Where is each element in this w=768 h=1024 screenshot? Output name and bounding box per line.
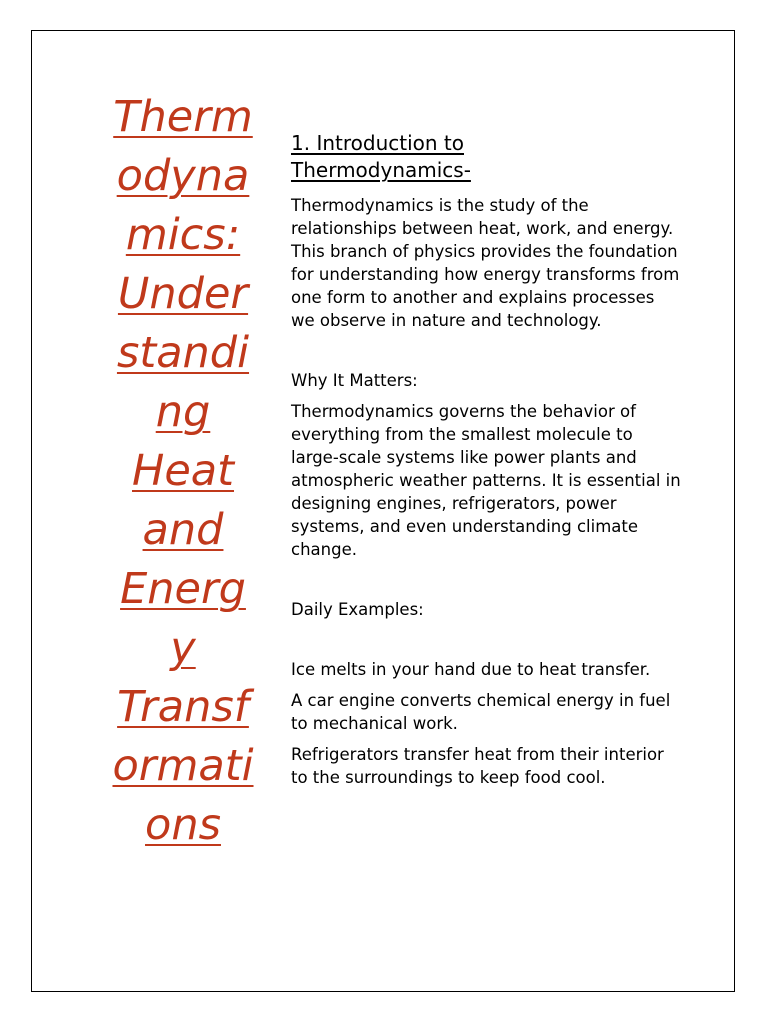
title-line: mics: xyxy=(125,210,241,260)
title-line: Energ xyxy=(120,564,246,614)
title-line: and xyxy=(142,505,224,555)
title-line: Transf xyxy=(117,682,249,732)
title-line: Heat xyxy=(132,446,234,496)
title-line: Under xyxy=(117,269,249,319)
section-heading-line: Thermodynamics- xyxy=(291,158,471,182)
title-line: ormati xyxy=(112,741,254,791)
daily-examples-label: Daily Examples: xyxy=(291,600,424,619)
example-item: Refrigerators transfer heat from their interior to the surroundings to keep food cool. xyxy=(291,745,664,787)
title-line: Therm xyxy=(113,92,253,142)
section-heading-line: 1. Introduction to xyxy=(291,131,464,155)
section-heading xyxy=(291,130,681,184)
document-title xyxy=(103,88,263,855)
why-it-matters-label: Why It Matters: xyxy=(291,371,418,390)
title-line: y xyxy=(170,623,196,673)
title-line: odyna xyxy=(116,151,250,201)
example-item: Ice melts in your hand due to heat transfer. xyxy=(291,660,651,679)
title-line: standi xyxy=(116,328,250,378)
intro-paragraph: Thermodynamics is the study of the relationships between heat, work, and energy. This branch of physics provides the foundation for understanding how energy transforms from one form to another and explains processes we observe in nature and technology. xyxy=(291,196,680,330)
content-column xyxy=(291,130,681,797)
title-line: ng xyxy=(155,387,211,437)
title-line: ons xyxy=(145,800,221,850)
example-item: A car engine converts chemical energy in fuel to mechanical work. xyxy=(291,691,671,733)
why-it-matters-paragraph: Thermodynamics governs the behavior of everything from the smallest molecule to large-scale systems like power plants and atmospheric weather patterns. It is essential in designing engines, refrigerators, power systems, and even understanding climate change. xyxy=(291,402,681,559)
